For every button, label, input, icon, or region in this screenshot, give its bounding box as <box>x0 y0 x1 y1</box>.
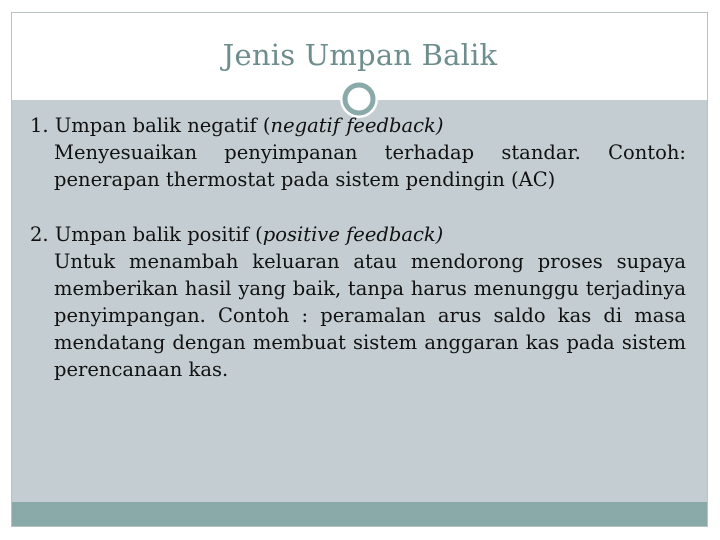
bottom-band <box>12 502 707 526</box>
content-list <box>30 112 686 383</box>
list-item <box>30 221 686 383</box>
item-heading: 1. Umpan balik negatif (negatif feedback) <box>30 114 444 137</box>
body-line: penerapan thermostat pada sistem <box>54 168 400 191</box>
body-line: pendingin (AC) <box>405 168 556 191</box>
body-line: mendatang dengan membuat sistem anggaran kas <box>54 331 560 354</box>
body-line: supaya memberikan hasil yang baik, tanpa harus <box>54 250 686 300</box>
slide-title: Jenis Umpan Balik <box>222 38 498 72</box>
body-line: pada sistem perencanaan kas. <box>54 331 686 381</box>
body-line: menunggu terjadinya penyimpangan. Contoh : <box>54 277 686 327</box>
body-line: Menyesuaikan penyimpanan terhadap standar. Contoh: <box>54 141 686 164</box>
list-item <box>30 112 686 193</box>
body-line: peramalan arus saldo kas di masa <box>320 304 686 327</box>
item-heading: 2. Umpan balik positif (positive feedback) <box>30 223 444 246</box>
body-line: Untuk menambah keluaran atau mendorong proses <box>54 250 603 273</box>
item-body <box>54 248 686 383</box>
item-body <box>54 139 686 193</box>
